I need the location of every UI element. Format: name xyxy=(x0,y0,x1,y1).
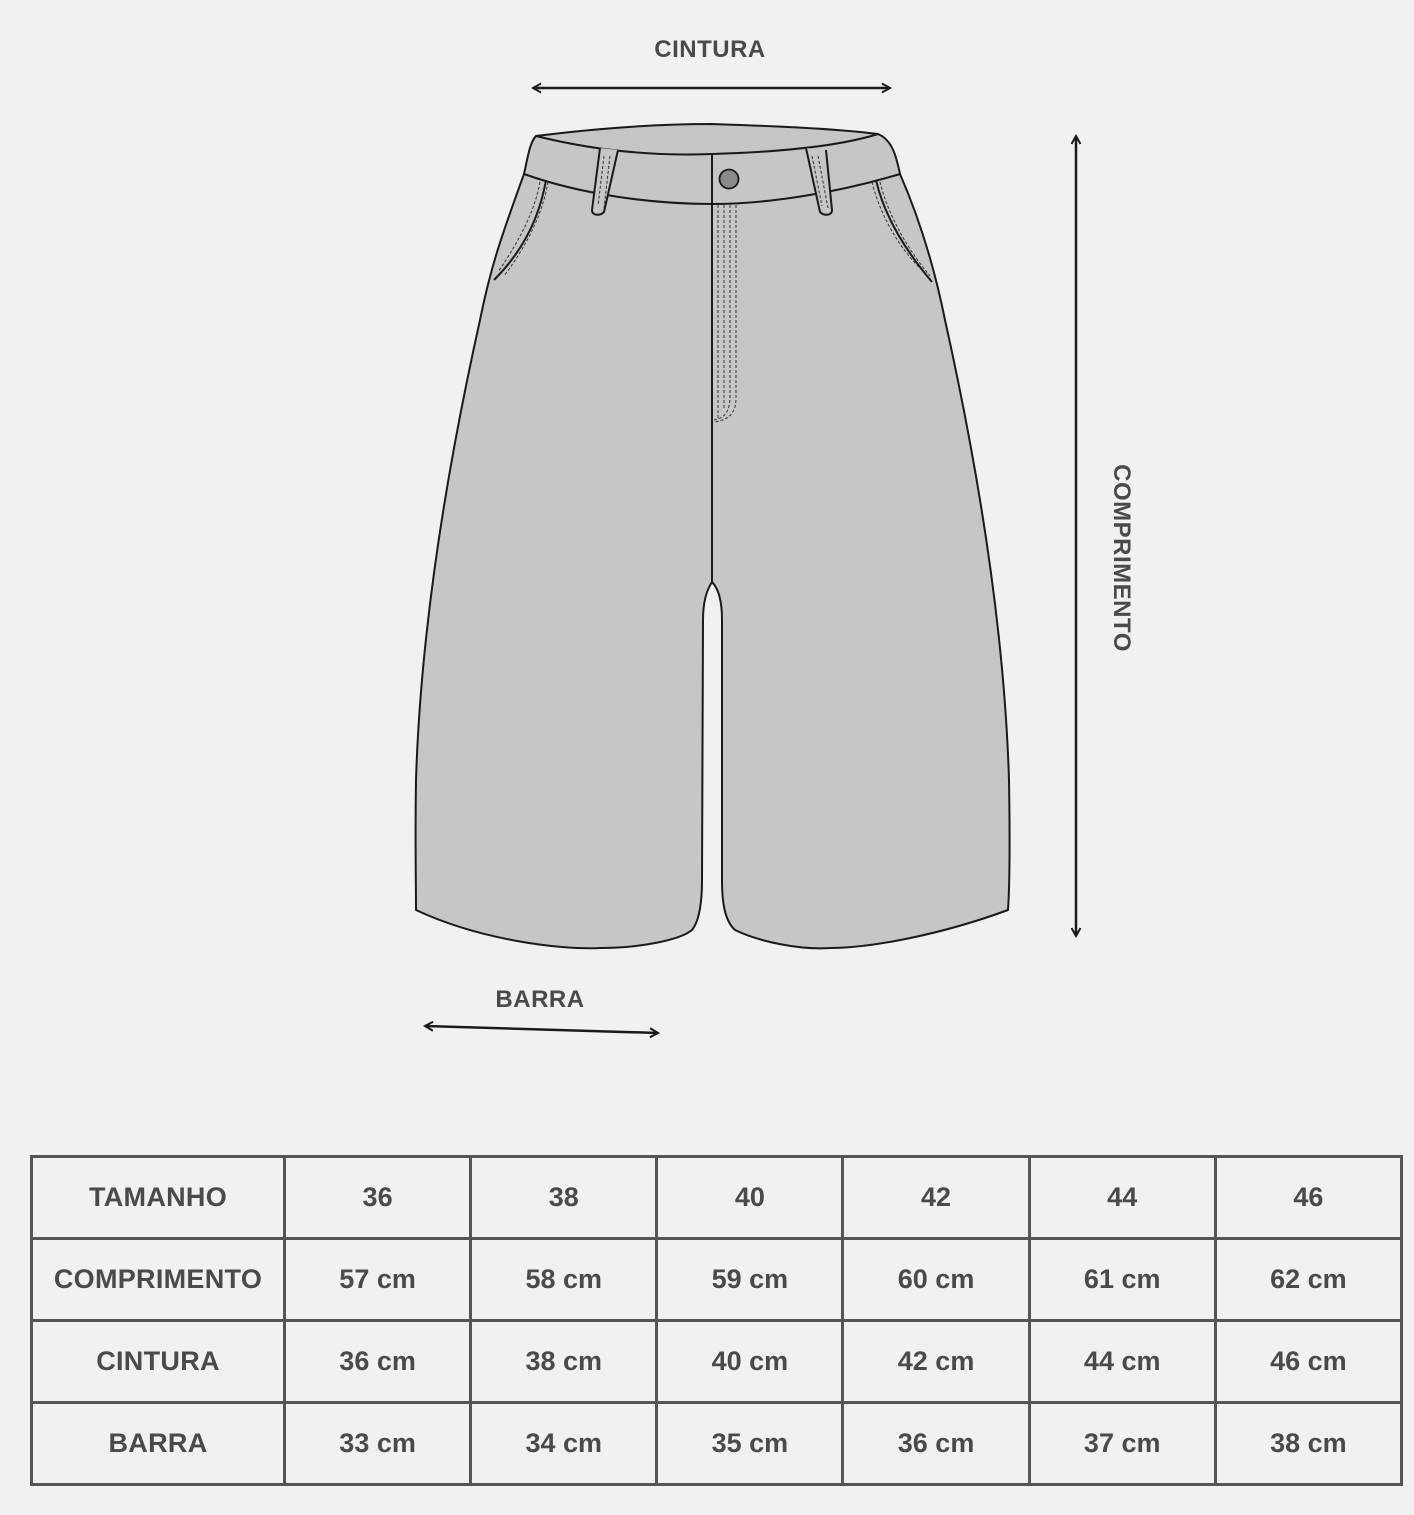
table-cell: 61 cm xyxy=(1029,1239,1215,1321)
table-cell: 46 xyxy=(1215,1157,1401,1239)
table-cell: 38 cm xyxy=(1215,1403,1401,1485)
table-cell: 46 cm xyxy=(1215,1321,1401,1403)
table-cell: 57 cm xyxy=(285,1239,471,1321)
table-cell: 36 xyxy=(285,1157,471,1239)
row-header: TAMANHO xyxy=(32,1157,285,1239)
table-row xyxy=(32,1403,1402,1485)
table-row xyxy=(32,1239,1402,1321)
table-cell: 44 cm xyxy=(1029,1321,1215,1403)
table-cell: 33 cm xyxy=(285,1403,471,1485)
table-cell: 36 cm xyxy=(843,1403,1029,1485)
row-header: BARRA xyxy=(32,1403,285,1485)
table-cell: 60 cm xyxy=(843,1239,1029,1321)
table-cell: 37 cm xyxy=(1029,1403,1215,1485)
table-cell: 35 cm xyxy=(657,1403,843,1485)
table-cell: 40 cm xyxy=(657,1321,843,1403)
cintura-label: CINTURA xyxy=(654,36,766,63)
table-row xyxy=(32,1157,1402,1239)
row-header: CINTURA xyxy=(32,1321,285,1403)
table-cell: 42 cm xyxy=(843,1321,1029,1403)
table-cell: 34 cm xyxy=(471,1403,657,1485)
barra-label: BARRA xyxy=(495,986,585,1013)
table-cell: 58 cm xyxy=(471,1239,657,1321)
shorts-illustration xyxy=(416,124,1010,948)
table-cell: 40 xyxy=(657,1157,843,1239)
row-header: COMPRIMENTO xyxy=(32,1239,285,1321)
table-cell: 36 cm xyxy=(285,1321,471,1403)
table-cell: 62 cm xyxy=(1215,1239,1401,1321)
barra-arrow xyxy=(425,1026,658,1033)
table-cell: 59 cm xyxy=(657,1239,843,1321)
table-cell: 38 xyxy=(471,1157,657,1239)
button-icon xyxy=(720,170,739,189)
table-cell: 44 xyxy=(1029,1157,1215,1239)
table-cell: 42 xyxy=(843,1157,1029,1239)
comprimento-label: COMPRIMENTO xyxy=(1108,464,1135,652)
table-cell: 38 cm xyxy=(471,1321,657,1403)
table-row xyxy=(32,1321,1402,1403)
size-table xyxy=(30,1155,1403,1486)
